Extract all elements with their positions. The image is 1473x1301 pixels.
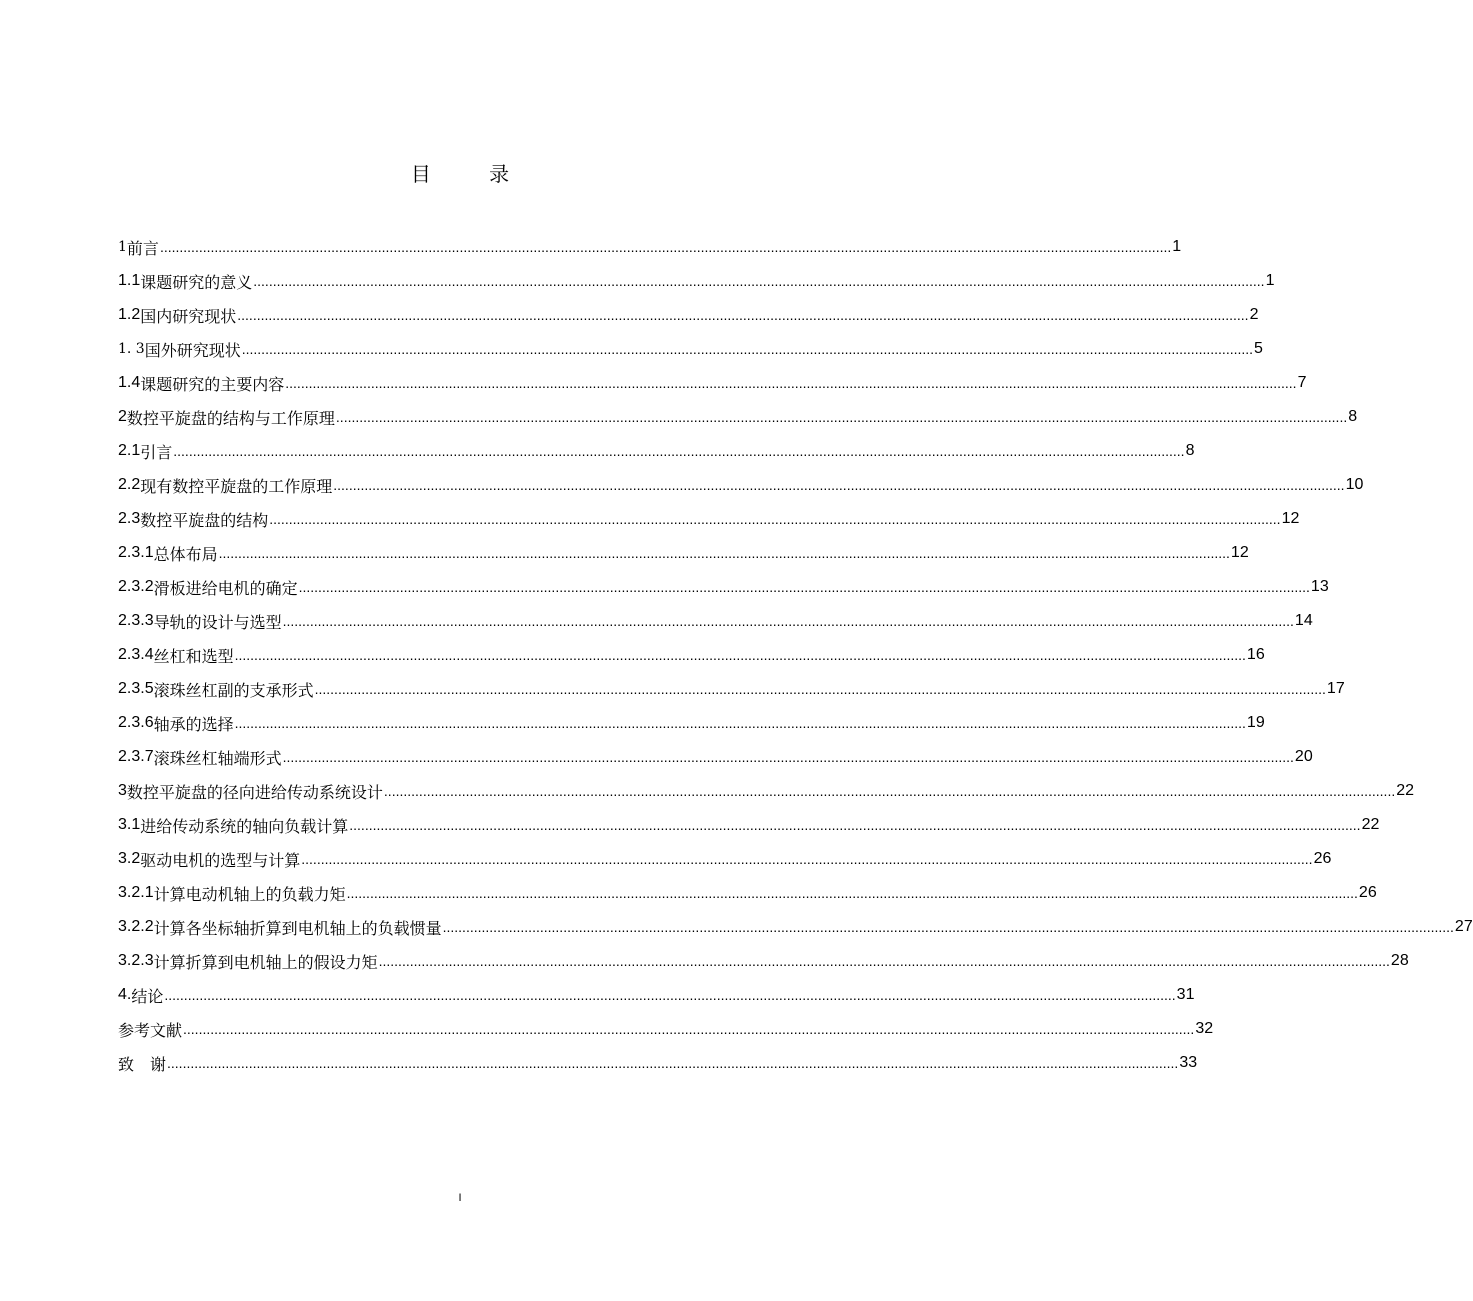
dot-leader: .................................................................................................................................................................................................................................................................... <box>253 273 1265 289</box>
toc-entry-label: 数控平旋盘的径向进给传动系统设计 <box>126 782 383 802</box>
dot-leader: .................................................................................................................................................................................................................................................................... <box>335 409 1348 425</box>
toc-entry-page: 1 <box>1172 238 1182 255</box>
toc-entry-number: 1.2 <box>118 306 141 323</box>
toc-entry[interactable] <box>118 400 1358 434</box>
toc-entry[interactable] <box>118 638 1265 672</box>
toc-entry-number: 3.2.1 <box>118 884 154 901</box>
toc-entry[interactable] <box>118 1046 1198 1080</box>
toc-entry-number: 2.1 <box>118 442 141 459</box>
toc-entry-label: 轴承的选择 <box>153 714 234 734</box>
toc-entry-label: 现有数控平旋盘的工作原理 <box>140 476 333 496</box>
toc-entry[interactable] <box>118 672 1345 706</box>
toc-entry[interactable] <box>118 434 1195 468</box>
toc-entry-label: 数控平旋盘的结构 <box>140 510 269 530</box>
toc-entry-number: 3 <box>118 782 127 799</box>
toc-entry[interactable] <box>118 332 1263 366</box>
toc-entry-page: 19 <box>1246 714 1265 731</box>
dot-leader: .................................................................................................................................................................................................................................................................... <box>442 919 1454 935</box>
toc-entry-label: 滑板进给电机的确定 <box>153 578 298 598</box>
toc-entry[interactable] <box>118 842 1332 876</box>
toc-entry-number: 1. 3 <box>118 341 145 357</box>
toc-entry-label: 引言 <box>140 442 173 462</box>
toc-entry-label: 前言 <box>126 238 159 258</box>
toc-title: 目 录 <box>410 162 536 186</box>
toc-entry-label: 结论 <box>131 986 164 1006</box>
toc-entry-number: 3.2 <box>118 850 141 867</box>
toc-entry[interactable] <box>118 230 1182 264</box>
table-of-contents <box>118 230 1473 1080</box>
dot-leader: .................................................................................................................................................................................................................................................................... <box>298 579 1310 595</box>
toc-entry-label: 导轨的设计与选型 <box>153 612 282 632</box>
toc-entry-number: 2.3.1 <box>118 544 154 561</box>
toc-entry-page: 33 <box>1179 1054 1198 1071</box>
toc-entry-page: 12 <box>1230 544 1249 561</box>
toc-entry[interactable] <box>118 502 1300 536</box>
toc-entry-label: 计算折算到电机轴上的假设力矩 <box>153 952 378 972</box>
dot-leader: .................................................................................................................................................................................................................................................................... <box>282 749 1294 765</box>
toc-entry[interactable] <box>118 910 1473 944</box>
dot-leader: .................................................................................................................................................................................................................................................................... <box>218 545 1230 561</box>
dot-leader: .................................................................................................................................................................................................................................................................... <box>164 987 1176 1003</box>
toc-entry-number: 1.4 <box>118 374 141 391</box>
toc-entry-number: 2.3.4 <box>118 646 154 663</box>
toc-entry-page: 8 <box>1185 442 1195 459</box>
toc-entry-page: 26 <box>1358 884 1377 901</box>
toc-entry-page: 13 <box>1310 578 1329 595</box>
toc-entry-page: 7 <box>1297 374 1307 391</box>
dot-leader: .................................................................................................................................................................................................................................................................... <box>241 341 1254 357</box>
toc-entry[interactable] <box>118 536 1249 570</box>
dot-leader: .................................................................................................................................................................................................................................................................... <box>237 307 1249 323</box>
dot-leader: .................................................................................................................................................................................................................................................................... <box>349 817 1361 833</box>
toc-entry-number: 2.3.6 <box>118 714 154 731</box>
dot-leader: .................................................................................................................................................................................................................................................................... <box>234 715 1246 731</box>
toc-entry-number: 2.2 <box>118 476 141 493</box>
toc-entry-page: 28 <box>1390 952 1409 969</box>
toc-entry-page: 16 <box>1246 646 1265 663</box>
toc-entry[interactable] <box>118 978 1195 1012</box>
toc-entry-label: 国内研究现状 <box>140 306 237 326</box>
toc-entry-page: 5 <box>1254 340 1263 357</box>
toc-entry-page: 27 <box>1454 918 1473 935</box>
toc-entry-page: 2 <box>1249 306 1259 323</box>
toc-entry-number: 2.3 <box>118 510 141 527</box>
toc-entry-label: 进给传动系统的轴向负载计算 <box>140 816 349 836</box>
dot-leader: .................................................................................................................................................................................................................................................................... <box>346 885 1358 901</box>
toc-entry-label: 参考文献 <box>118 1020 183 1040</box>
toc-entry-label: 致 谢 <box>118 1054 167 1074</box>
dot-leader: .................................................................................................................................................................................................................................................................... <box>333 477 1345 493</box>
dot-leader: .................................................................................................................................................................................................................................................................... <box>183 1021 1195 1037</box>
dot-leader: .................................................................................................................................................................................................................................................................... <box>314 681 1326 697</box>
toc-entry-label: 数控平旋盘的结构与工作原理 <box>126 408 335 428</box>
toc-entry-label: 滚珠丝杠轴端形式 <box>153 748 282 768</box>
toc-entry-label: 国外研究现状 <box>144 340 241 360</box>
dot-leader: .................................................................................................................................................................................................................................................................... <box>378 953 1390 969</box>
toc-entry-page: 12 <box>1281 510 1300 527</box>
toc-entry[interactable] <box>118 604 1313 638</box>
toc-entry-number: 1 <box>118 239 127 255</box>
toc-entry-label: 计算各坐标轴折算到电机轴上的负载惯量 <box>153 918 442 938</box>
toc-entry[interactable] <box>118 706 1265 740</box>
dot-leader: .................................................................................................................................................................................................................................................................... <box>173 443 1185 459</box>
toc-entry-label: 计算电动机轴上的负载力矩 <box>153 884 346 904</box>
toc-entry-label: 丝杠和选型 <box>153 646 234 666</box>
toc-entry-page: 31 <box>1176 986 1195 1003</box>
toc-entry-number: 2.3.7 <box>118 748 154 765</box>
dot-leader: .................................................................................................................................................................................................................................................................... <box>167 1055 1179 1071</box>
dot-leader: .................................................................................................................................................................................................................................................................... <box>301 851 1313 867</box>
toc-entry[interactable] <box>118 264 1275 298</box>
toc-entry[interactable] <box>118 468 1364 502</box>
toc-entry-label: 课题研究的主要内容 <box>140 374 285 394</box>
toc-entry-number: 2.3.5 <box>118 680 154 697</box>
toc-entry-number: 2.3.3 <box>118 612 154 629</box>
toc-entry-page: 17 <box>1326 680 1345 697</box>
dot-leader: .................................................................................................................................................................................................................................................................... <box>383 783 1396 799</box>
toc-entry-label: 驱动电机的选型与计算 <box>140 850 301 870</box>
toc-entry-page: 14 <box>1294 612 1313 629</box>
toc-entry-page: 20 <box>1294 748 1313 765</box>
toc-entry[interactable] <box>118 1012 1214 1046</box>
dot-leader: .................................................................................................................................................................................................................................................................... <box>285 375 1297 391</box>
toc-entry[interactable] <box>118 944 1409 978</box>
toc-entry-number: 4. <box>118 986 132 1003</box>
toc-entry[interactable] <box>118 774 1415 808</box>
toc-entry-number: 3.2.2 <box>118 918 154 935</box>
toc-entry-page: 8 <box>1348 408 1358 425</box>
dot-leader: .................................................................................................................................................................................................................................................................... <box>269 511 1281 527</box>
toc-entry[interactable] <box>118 570 1329 604</box>
toc-entry-page: 1 <box>1265 272 1275 289</box>
toc-entry[interactable] <box>118 366 1307 400</box>
toc-entry[interactable] <box>118 876 1377 910</box>
toc-entry-number: 2 <box>118 408 127 425</box>
toc-entry[interactable] <box>118 298 1259 332</box>
page-number: I <box>458 1192 462 1204</box>
toc-entry[interactable] <box>118 740 1313 774</box>
toc-entry-number: 3.2.3 <box>118 952 154 969</box>
toc-entry-label: 总体布局 <box>153 544 218 564</box>
toc-entry-number: 2.3.2 <box>118 578 154 595</box>
toc-entry-label: 滚珠丝杠副的支承形式 <box>153 680 314 700</box>
toc-entry-page: 26 <box>1313 850 1332 867</box>
toc-entry-page: 10 <box>1345 476 1364 493</box>
toc-entry-page: 22 <box>1361 816 1380 833</box>
toc-entry[interactable] <box>118 808 1380 842</box>
toc-entry-number: 1.1 <box>118 272 141 289</box>
toc-entry-page: 22 <box>1396 782 1415 799</box>
dot-leader: .................................................................................................................................................................................................................................................................... <box>159 239 1172 255</box>
dot-leader: .................................................................................................................................................................................................................................................................... <box>234 647 1246 663</box>
toc-entry-number: 3.1 <box>118 816 141 833</box>
toc-entry-label: 课题研究的意义 <box>140 272 253 292</box>
toc-entry-page: 32 <box>1195 1020 1214 1037</box>
dot-leader: .................................................................................................................................................................................................................................................................... <box>282 613 1294 629</box>
